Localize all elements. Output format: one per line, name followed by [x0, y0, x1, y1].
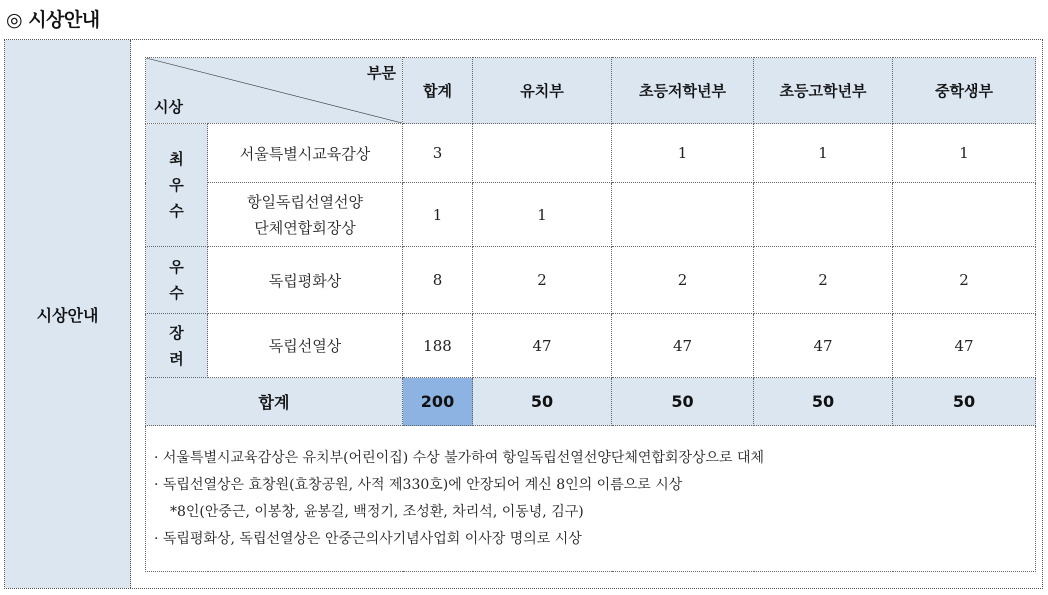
cell-value: 47: [754, 314, 893, 378]
award-name: 항일독립선열선양 단체연합회장상: [208, 183, 403, 247]
cell-value: [754, 183, 893, 247]
category-best: 최 우 수: [146, 124, 208, 247]
side-label: 시상안내: [5, 40, 131, 588]
cell-value: 188: [403, 314, 473, 378]
award-info-box: [4, 39, 1043, 589]
cell-value: 1: [754, 124, 893, 183]
cell-value: 3: [403, 124, 473, 183]
total-value: 50: [612, 378, 754, 426]
cell-value: 1: [473, 183, 612, 247]
notes-row: [146, 426, 1036, 572]
table-row: [146, 247, 1036, 314]
corner-cell: [146, 58, 403, 124]
cell-value: [473, 124, 612, 183]
col-header-upper-elementary: 초등고학년부: [754, 58, 893, 124]
col-header-kindergarten: 유치부: [473, 58, 612, 124]
table-row: [146, 183, 1036, 247]
award-name: 서울특별시교육감상: [208, 124, 403, 183]
award-name: 독립평화상: [208, 247, 403, 314]
diagonal-line: [146, 58, 402, 123]
award-name: 독립선열상: [208, 314, 403, 378]
category-encourage: 장 려: [146, 314, 208, 378]
cell-value: 47: [612, 314, 754, 378]
col-header-lower-elementary: 초등저학년부: [612, 58, 754, 124]
cell-value: 47: [893, 314, 1036, 378]
col-header-middle-school: 중학생부: [893, 58, 1036, 124]
table-row: [146, 314, 1036, 378]
cell-value: 1: [403, 183, 473, 247]
notes-cell: [146, 426, 1036, 572]
note-line: · 독립선열상은 효창원(효창공원, 사적 제330호)에 안장되어 계신 8인의 이름으로 시상: [154, 476, 683, 493]
total-value-highlight: 200: [403, 378, 473, 426]
cell-value: 2: [473, 247, 612, 314]
cell-value: 1: [612, 124, 754, 183]
cell-value: [893, 183, 1036, 247]
total-label: 합계: [146, 378, 403, 426]
total-value: 50: [893, 378, 1036, 426]
col-header-total: 합계: [403, 58, 473, 124]
cell-value: 1: [893, 124, 1036, 183]
note-line: *8인(안중근, 이봉창, 윤봉길, 백정기, 조성환, 차리석, 이동녕, 김구): [170, 503, 584, 520]
cell-value: [612, 183, 754, 247]
cell-value: 2: [612, 247, 754, 314]
cell-value: 8: [403, 247, 473, 314]
section-heading: ◎ 시상안내: [6, 9, 100, 31]
corner-bottom-label: 시상: [154, 98, 183, 116]
total-row: [146, 378, 1036, 426]
note-line: · 독립평화상, 독립선열상은 안중근의사기념사업회 이사장 명의로 시상: [154, 530, 582, 547]
total-value: 50: [754, 378, 893, 426]
award-table: [145, 57, 1036, 572]
cell-value: 47: [473, 314, 612, 378]
corner-top-label: 부문: [367, 64, 396, 82]
table-row: [146, 124, 1036, 183]
cell-value: 2: [893, 247, 1036, 314]
cell-value: 2: [754, 247, 893, 314]
header-row: [146, 58, 1036, 124]
category-excellent: 우 수: [146, 247, 208, 314]
total-value: 50: [473, 378, 612, 426]
note-line: · 서울특별시교육감상은 유치부(어린이집) 수상 불가하여 항일독립선열선양단체연합회장상으로 대체: [154, 449, 765, 466]
